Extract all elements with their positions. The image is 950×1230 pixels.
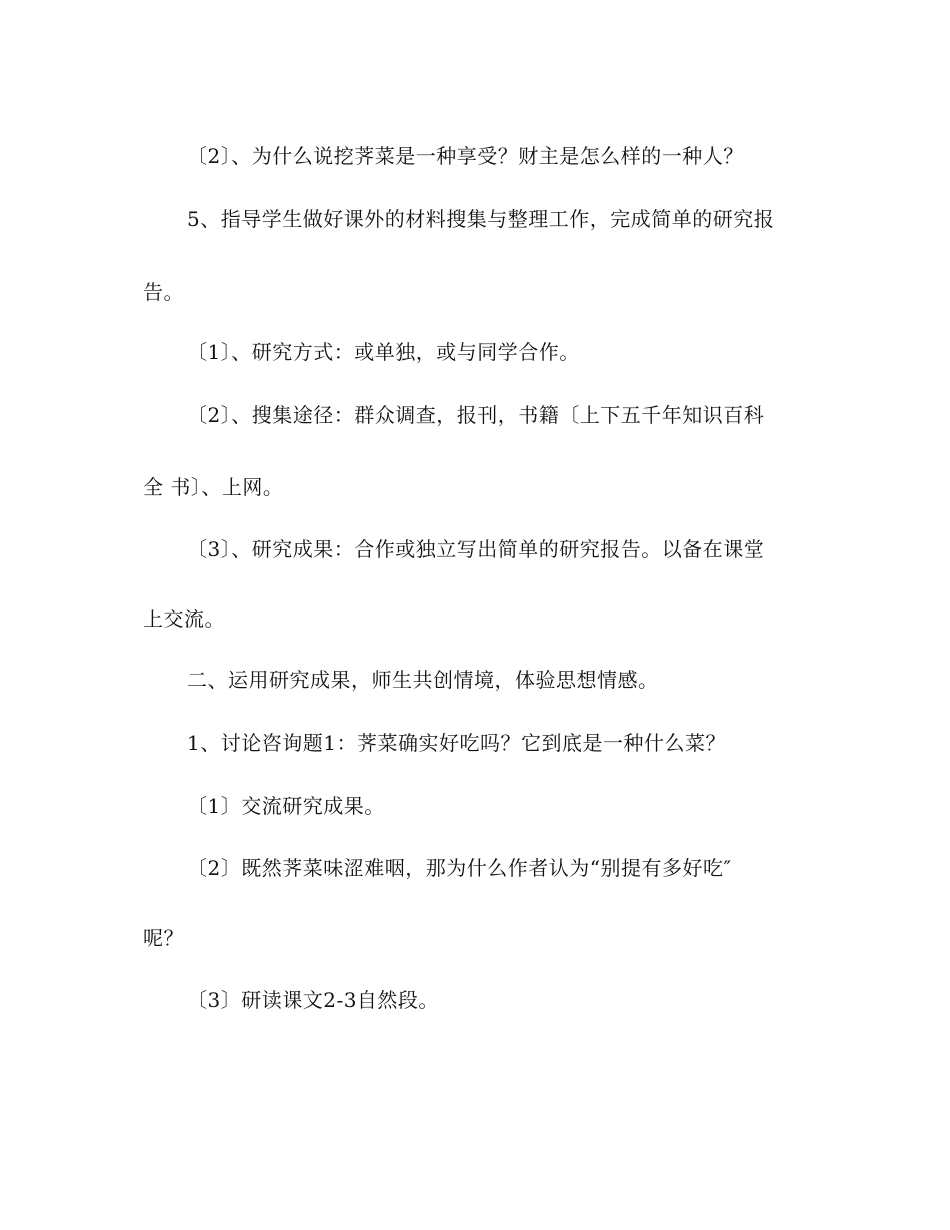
paragraph-line: 呢？ bbox=[143, 926, 184, 950]
paragraph-line: 〔3〕研读课文2-3自然段。 bbox=[187, 988, 439, 1012]
paragraph-line: 〔2〕、搜集途径：群众调查，报刊，书籍〔上下五千年知识百科 bbox=[187, 403, 765, 427]
paragraph-line: 1、讨论咨询题1：荠菜确实好吃吗？它到底是一种什么菜？ bbox=[187, 731, 726, 755]
paragraph-line: 二、运用研究成果，师生共创情境，体验思想情感。 bbox=[187, 668, 659, 692]
paragraph-line: 〔1〕、研究方式：或单独，或与同学合作。 bbox=[187, 340, 580, 364]
paragraph-line: 〔1〕交流研究成果。 bbox=[187, 794, 385, 818]
paragraph-line: 告。 bbox=[143, 280, 184, 304]
paragraph-line: 全 书〕、上网。 bbox=[143, 475, 284, 499]
paragraph-line: 〔3〕、研究成果：合作或独立写出简单的研究报告。以备在课堂 bbox=[187, 537, 765, 561]
paragraph-line: 〔2〕既然荠菜味涩难咽，那为什么作者认为“别提有多好吃″ bbox=[187, 856, 732, 880]
paragraph-line: 5、指导学生做好课外的材料搜集与整理工作，完成简单的研究报 bbox=[187, 207, 775, 231]
paragraph-line: 〔2〕、为什么说挖荠菜是一种享受？财主是怎么样的一种人？ bbox=[187, 144, 744, 168]
paragraph-line: 上交流。 bbox=[143, 607, 225, 631]
